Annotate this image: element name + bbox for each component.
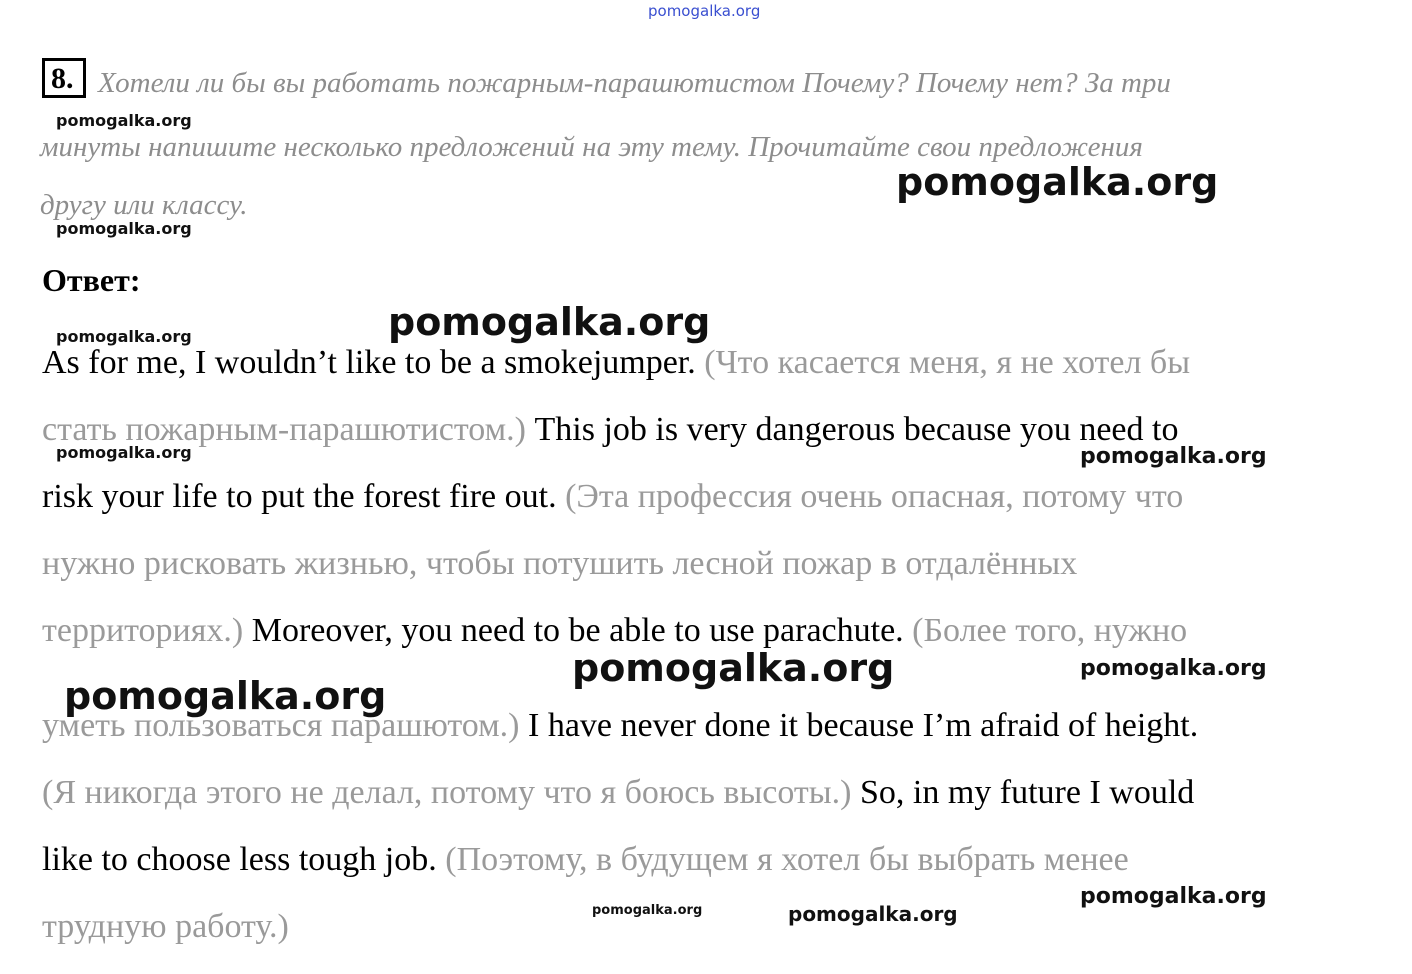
watermark: pomogalka.org xyxy=(56,443,192,462)
english-text: This job is very dangerous because you need to xyxy=(534,411,1179,448)
english-text: like to choose less tough job. xyxy=(42,841,446,878)
watermark: pomogalka.org xyxy=(56,219,192,238)
answer-label: Ответ: xyxy=(42,262,141,298)
watermark: pomogalka.org xyxy=(896,160,1219,204)
russian-translation: уметь пользоваться парашютом.) xyxy=(42,707,528,744)
answer-line xyxy=(42,908,289,946)
answer-line xyxy=(42,478,1183,516)
russian-translation: (Более того, нужно xyxy=(912,612,1188,649)
watermark: pomogalka.org xyxy=(56,111,192,130)
watermark-top: pomogalka.org xyxy=(648,2,761,20)
task-line: другу или классу. xyxy=(40,189,248,221)
watermark: pomogalka.org xyxy=(592,903,703,918)
russian-translation: трудную работу.) xyxy=(42,908,289,945)
watermark: pomogalka.org xyxy=(1080,884,1267,909)
english-text: Moreover, you need to be able to use parachute. xyxy=(251,612,913,649)
answer-line xyxy=(42,411,1178,449)
watermark: pomogalka.org xyxy=(1080,656,1267,681)
task-line: минуты напишите несколько предложений на эту тему. Прочитайте свои предложения xyxy=(40,131,1143,163)
watermark: pomogalka.org xyxy=(388,300,711,344)
russian-translation: (Эта профессия очень опасная, потому что xyxy=(565,478,1184,515)
answer-line xyxy=(42,545,1077,583)
russian-translation: (Что касается меня, я не хотел бы xyxy=(704,344,1191,381)
watermark: pomogalka.org xyxy=(1080,444,1267,469)
english-text: risk your life to put the forest fire out. xyxy=(42,478,566,515)
russian-translation: (Я никогда этого не делал, потому что я боюсь высоты.) xyxy=(42,774,860,811)
answer-line xyxy=(42,612,1187,650)
answer-line xyxy=(42,707,1198,745)
task-line: Хотели ли бы вы работать пожарным-парашютистом Почему? Почему нет? За три xyxy=(98,67,1171,99)
english-text: I have never done it because I’m afraid of height. xyxy=(528,707,1199,744)
task-number: 8. xyxy=(42,58,86,98)
watermark: pomogalka.org xyxy=(788,902,958,926)
watermark: pomogalka.org xyxy=(56,327,192,346)
answer-line xyxy=(42,841,1129,879)
watermark: pomogalka.org xyxy=(64,674,387,718)
russian-translation: (Поэтому, в будущем я хотел бы выбрать менее xyxy=(445,841,1129,878)
english-text: As for me, I wouldn’t like to be a smokejumper. xyxy=(42,344,705,381)
english-text: So, in my future I would xyxy=(859,774,1195,811)
watermark: pomogalka.org xyxy=(572,646,895,690)
answer-line xyxy=(42,774,1194,812)
russian-translation: нужно рисковать жизнью, чтобы потушить лесной пожар в отдалённых xyxy=(42,545,1078,582)
russian-translation: стать пожарным-парашютистом.) xyxy=(42,411,535,448)
russian-translation: территориях.) xyxy=(42,612,252,649)
answer-line xyxy=(42,344,1190,382)
